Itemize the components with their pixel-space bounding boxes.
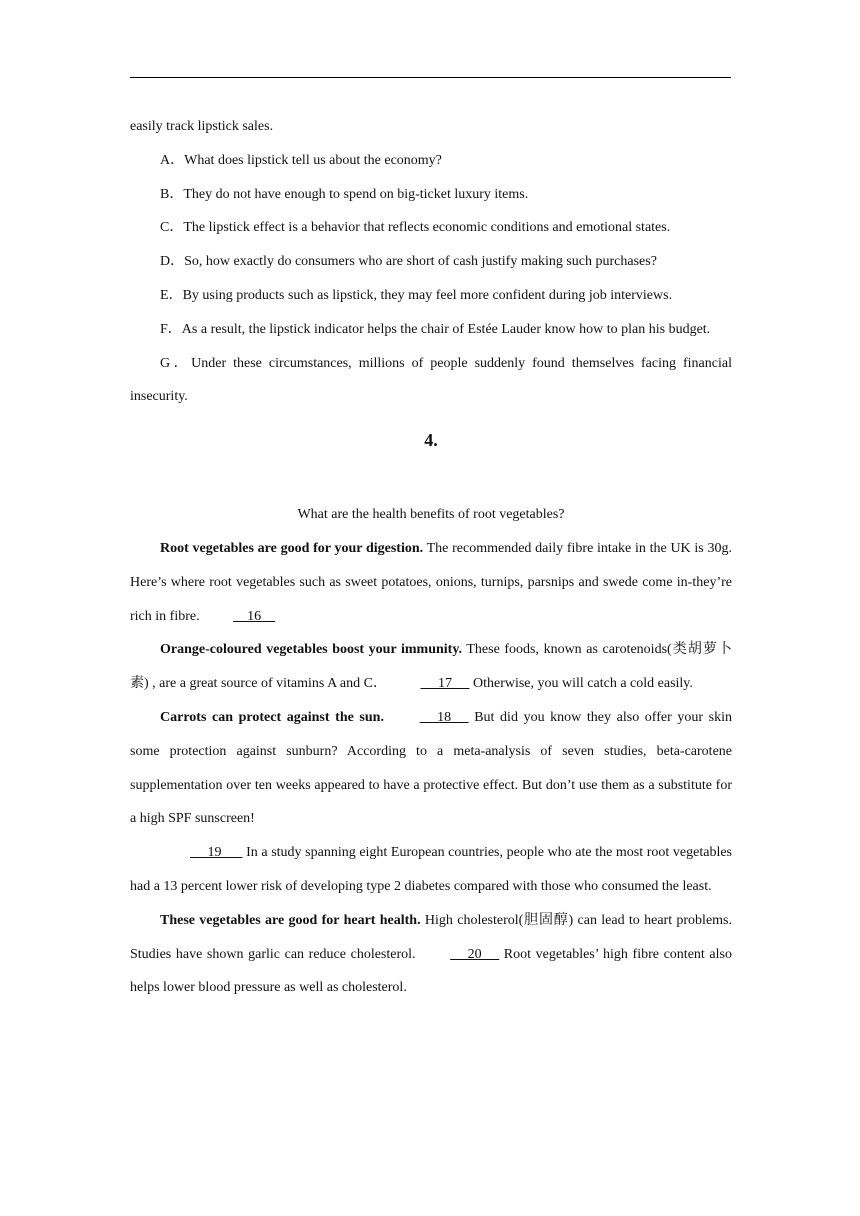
- answer-blank-16[interactable]: 16: [233, 608, 276, 624]
- continued-text: easily track lipstick sales.: [130, 119, 274, 134]
- document-body: [130, 110, 732, 1005]
- option-f: F．As a result, the lipstick indicator helps the chair of Estée Lauder know how to plan his budget.: [160, 321, 711, 337]
- passage-title: What are the health benefits of root vegetables?: [297, 507, 565, 523]
- paragraph-immunity: Orange-coloured vegetables boost your immunity. These foods, known as carotenoids(类胡萝卜素) , are a great source of vitamins A and C． 17 Otherwise, you will catch a cold easily.: [130, 633, 732, 701]
- paragraph-heading: Carrots can protect against the sun.: [160, 709, 384, 725]
- paragraph-heading: These vegetables are good for heart health.: [160, 912, 421, 928]
- answer-blank-18[interactable]: 18: [419, 709, 469, 725]
- answer-blank-19[interactable]: 19: [190, 845, 243, 861]
- paragraph-sun: Carrots can protect against the sun. 18 But did you know they also offer your skin some protection against sunburn? According to a meta-analysis of seven studies, beta-carotene supplementation over ten weeks appeared to have a protective effect. But don’t use them as a substitute for a high SPF sunscreen!: [130, 701, 732, 836]
- paragraph-heart: These vegetables are good for heart health. High cholesterol(胆固醇) can lead to heart problems. Studies have shown garlic can reduce cholesterol. 20 Root vegetables’ high fibre content also helps lower blood pressure as well as cholesterol.: [130, 912, 732, 996]
- option-a: A．What does lipstick tell us about the economy?: [160, 152, 442, 168]
- option-b: B．They do not have enough to spend on big-ticket luxury items.: [160, 186, 529, 202]
- section-number: 4.: [424, 430, 438, 451]
- paragraph-digestion: Root vegetables are good for your digestion. The recommended daily fibre intake in the UK is 30g. Here’s where root vegetables such as sweet potatoes, onions, turnips, parsnips and swede come in-they’re rich in fibre. 16: [130, 532, 732, 633]
- paragraph-heading: Orange-coloured vegetables boost your immunity.: [160, 642, 463, 658]
- option-c: C．The lipstick effect is a behavior that reflects economic conditions and emotional states.: [160, 220, 671, 236]
- header-rule: [130, 77, 731, 78]
- answer-blank-17[interactable]: 17: [420, 676, 470, 692]
- option-g: G．Under these circumstances, millions of people suddenly found themselves facing financial insecurity.: [130, 355, 732, 405]
- paragraph-diabetes: 19 In a study spanning eight European countries, people who ate the most root vegetables had a 13 percent lower risk of developing type 2 diabetes compared with those who consumed the least.: [130, 836, 732, 904]
- option-e: E．By using products such as lipstick, they may feel more confident during job interviews.: [160, 287, 673, 303]
- answer-blank-20[interactable]: 20: [450, 946, 500, 962]
- option-d: D．So, how exactly do consumers who are short of cash justify making such purchases?: [160, 254, 657, 270]
- paragraph-heading: Root vegetables are good for your digestion.: [160, 540, 424, 556]
